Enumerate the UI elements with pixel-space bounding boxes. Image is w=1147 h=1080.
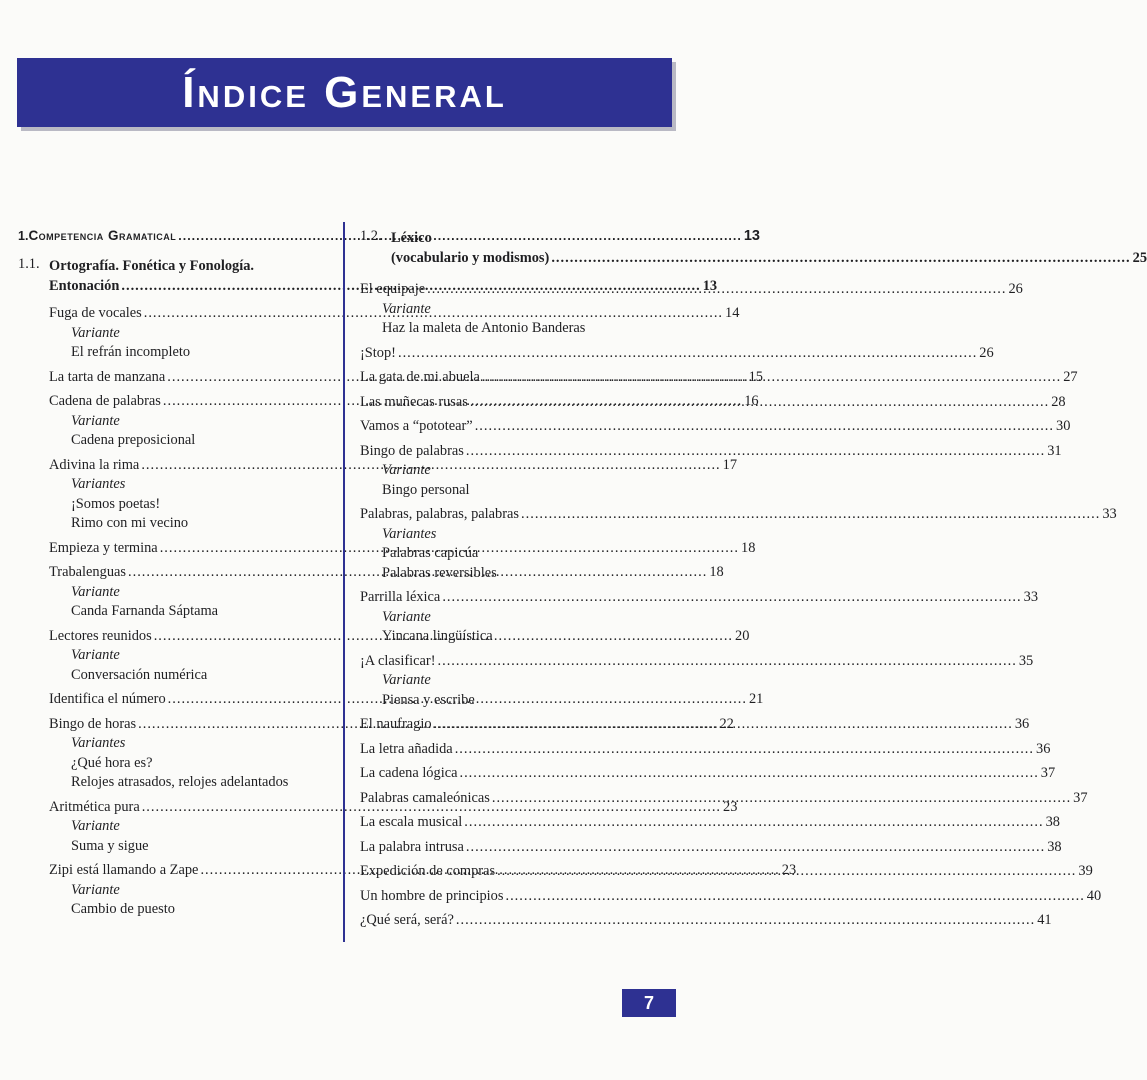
entry-page: 18 bbox=[709, 564, 724, 580]
toc-entry-link[interactable] bbox=[360, 344, 994, 364]
toc-entry-link[interactable] bbox=[360, 442, 1062, 462]
variant-item: Relojes atrasados, relojes adelantados bbox=[71, 774, 289, 790]
entry-page: 35 bbox=[1018, 652, 1034, 669]
section-title-line1: Ortografía. Fonética y Fonología. bbox=[49, 258, 255, 274]
page-number: 7 bbox=[622, 989, 676, 1017]
entry-title: Bingo de palabras bbox=[360, 442, 464, 459]
dot-leader bbox=[442, 588, 1021, 608]
variant-label: Variante bbox=[382, 608, 431, 625]
entry-title: Adivina la rima bbox=[49, 456, 140, 473]
entry-page: 31 bbox=[1047, 442, 1062, 459]
entry-title: Un hombre de principios bbox=[360, 887, 504, 904]
toc-entry-link[interactable] bbox=[360, 588, 1039, 608]
toc-entry-link[interactable] bbox=[49, 798, 738, 818]
variant-label: Variante bbox=[71, 324, 120, 341]
variant-label: Variante bbox=[71, 818, 120, 834]
entry-page: 21 bbox=[748, 691, 764, 707]
toc-entry-link[interactable] bbox=[360, 813, 1060, 833]
entry-title: La escala musical bbox=[360, 814, 463, 830]
entry-title: La tarta de manzana bbox=[49, 368, 166, 385]
dot-leader bbox=[466, 838, 1045, 858]
toc-entry bbox=[360, 740, 1051, 760]
dot-leader bbox=[434, 715, 1013, 735]
entry-title: Fuga de vocales bbox=[49, 305, 142, 321]
toc-entry bbox=[360, 344, 994, 364]
dot-leader bbox=[497, 862, 1076, 882]
entry-title: Palabras camaleónicas bbox=[360, 789, 490, 806]
entry-page: 30 bbox=[1056, 418, 1071, 434]
variant-label: Variante bbox=[71, 583, 120, 600]
variant-label: Variante bbox=[382, 672, 431, 688]
dot-leader bbox=[398, 344, 977, 364]
entry-title: La cadena lógica bbox=[360, 765, 458, 781]
entry-page: 38 bbox=[1045, 814, 1060, 830]
variant-item: ¿Qué hora es? bbox=[71, 754, 153, 771]
toc-entry bbox=[360, 911, 1052, 931]
dot-leader bbox=[459, 764, 1038, 784]
entry-page: 26 bbox=[979, 344, 994, 361]
entry-page: 18 bbox=[741, 539, 756, 556]
entry-title: Las muñecas rusas bbox=[360, 393, 468, 410]
dot-leader bbox=[482, 368, 1061, 388]
entry-title: Expedición de compras bbox=[360, 863, 496, 879]
column-divider bbox=[343, 222, 345, 942]
title-banner bbox=[17, 58, 672, 127]
entry-page: 40 bbox=[1086, 887, 1102, 904]
entry-title: El naufragio bbox=[360, 716, 432, 732]
variant-label: Variante bbox=[382, 462, 431, 478]
entry-page: 26 bbox=[1008, 281, 1023, 297]
entry-page: 14 bbox=[725, 305, 740, 321]
dot-leader bbox=[466, 442, 1045, 462]
entry-page: 39 bbox=[1078, 863, 1093, 879]
variant-item: Rimo con mi vecino bbox=[71, 515, 189, 531]
dot-leader bbox=[456, 911, 1035, 931]
toc-entry-link[interactable] bbox=[360, 740, 1051, 760]
entry-page: 36 bbox=[1014, 716, 1030, 732]
entry-title: Empieza y termina bbox=[49, 539, 158, 556]
entry-title: Lectores reunidos bbox=[49, 627, 152, 644]
dot-leader bbox=[470, 393, 1049, 413]
entry-page: 37 bbox=[1073, 789, 1088, 806]
page-title: Índice General bbox=[182, 67, 507, 117]
entry-page: 22 bbox=[719, 715, 734, 732]
entry-title: Identifica el número bbox=[49, 691, 166, 707]
variant-item: Haz la maleta de Antonio Banderas bbox=[382, 320, 586, 336]
variant-item: Palabras capicúa bbox=[382, 545, 479, 561]
entry-title: ¡Stop! bbox=[360, 344, 396, 361]
section-number: 1.1. bbox=[18, 256, 40, 272]
section-title-line1: Léxico bbox=[391, 230, 432, 246]
entry-page: 37 bbox=[1040, 765, 1056, 781]
entry-page: 28 bbox=[1051, 393, 1066, 410]
entry-page: 33 bbox=[1102, 506, 1117, 522]
dot-leader bbox=[464, 813, 1043, 833]
variant-item: Suma y sigue bbox=[71, 837, 149, 854]
entry-title: El equipaje bbox=[360, 281, 426, 297]
entry-page: 17 bbox=[722, 456, 738, 473]
entry-title: Bingo de horas bbox=[49, 715, 137, 732]
entry-title: Palabras, palabras, palabras bbox=[360, 506, 520, 522]
toc-entry bbox=[360, 764, 1056, 784]
chapter-title: Competencia Gramatical bbox=[28, 228, 177, 243]
entry-title: La gata de mi abuela bbox=[360, 369, 480, 385]
entry-title: La palabra intrusa bbox=[360, 838, 464, 855]
variant-label: Variante bbox=[71, 881, 120, 898]
chapter-page: 13 bbox=[743, 228, 760, 244]
variant-label: Variantes bbox=[71, 735, 126, 751]
variant-label: Variante bbox=[71, 647, 120, 663]
variant-item: Piensa y escribe bbox=[382, 691, 475, 708]
entry-page: 41 bbox=[1037, 912, 1052, 928]
entry-title: Cadena de palabras bbox=[49, 393, 161, 409]
variant-item: Yincana lingüística bbox=[382, 628, 493, 644]
dot-leader bbox=[551, 248, 1130, 268]
toc-entry-link[interactable] bbox=[360, 505, 1117, 525]
toc-entry bbox=[360, 887, 1102, 907]
variant-item: Cadena preposicional bbox=[71, 432, 196, 448]
toc-entry-link[interactable] bbox=[360, 911, 1052, 931]
toc-entry bbox=[360, 813, 1060, 833]
dot-leader bbox=[505, 887, 1084, 907]
entry-title: ¡A clasificar! bbox=[360, 652, 436, 669]
entry-title: Aritmética pura bbox=[49, 798, 140, 815]
toc-entry-link[interactable] bbox=[360, 652, 1034, 672]
entry-title: Parrilla léxica bbox=[360, 589, 441, 605]
dot-leader bbox=[521, 505, 1100, 525]
dot-leader bbox=[475, 417, 1054, 437]
toc-entry-link[interactable] bbox=[360, 887, 1102, 907]
variant-item: Bingo personal bbox=[382, 481, 470, 498]
variant-label: Variantes bbox=[71, 476, 126, 492]
dot-leader bbox=[455, 740, 1034, 760]
dot-leader bbox=[492, 789, 1071, 809]
variant-item: El refrán incompleto bbox=[71, 344, 191, 360]
variant-item: Cambio de puesto bbox=[71, 901, 175, 917]
variant-item: ¡Somos poetas! bbox=[71, 495, 161, 512]
variant-item: Canda Farnanda Sáptama bbox=[71, 603, 219, 619]
entry-title: Zipi está llamando a Zape bbox=[49, 862, 199, 878]
entry-title: La letra añadida bbox=[360, 740, 453, 757]
toc-entry-link[interactable] bbox=[360, 417, 1071, 437]
entry-title: Trabalenguas bbox=[49, 564, 127, 580]
entry-page: 27 bbox=[1063, 369, 1078, 385]
toc-entry bbox=[360, 838, 1062, 858]
entry-page: 38 bbox=[1047, 838, 1062, 855]
section-page: 25 bbox=[1132, 250, 1147, 266]
entry-page: 16 bbox=[744, 393, 759, 409]
variant-item: Conversación numérica bbox=[71, 666, 208, 683]
section-title-line2: Entonación bbox=[49, 278, 120, 294]
toc-entry bbox=[360, 417, 1071, 437]
section-number: 1.2. bbox=[360, 228, 382, 244]
entry-title: ¿Qué será, será? bbox=[360, 912, 454, 928]
dot-leader bbox=[427, 280, 1006, 300]
variant-label: Variante bbox=[71, 412, 120, 429]
entry-page: 23 bbox=[781, 862, 797, 878]
entry-title: Vamos a “pototear” bbox=[360, 418, 473, 434]
entry-page: 20 bbox=[735, 627, 750, 644]
toc-entry-link[interactable] bbox=[360, 764, 1056, 784]
toc-entry-link[interactable] bbox=[360, 838, 1062, 858]
variant-item: Palabras reversibles bbox=[382, 564, 497, 581]
section-title-line2: (vocabulario y modismos) bbox=[391, 250, 550, 266]
entry-page: 23 bbox=[723, 798, 738, 815]
entry-page: 33 bbox=[1023, 589, 1039, 605]
dot-leader bbox=[438, 652, 1017, 672]
variant-label: Variantes bbox=[382, 525, 437, 542]
entry-page: 15 bbox=[748, 368, 763, 385]
section-page: 13 bbox=[702, 278, 718, 294]
variant-label: Variante bbox=[382, 300, 431, 317]
chapter-number: 1. bbox=[18, 229, 29, 243]
entry-page: 36 bbox=[1036, 740, 1051, 757]
